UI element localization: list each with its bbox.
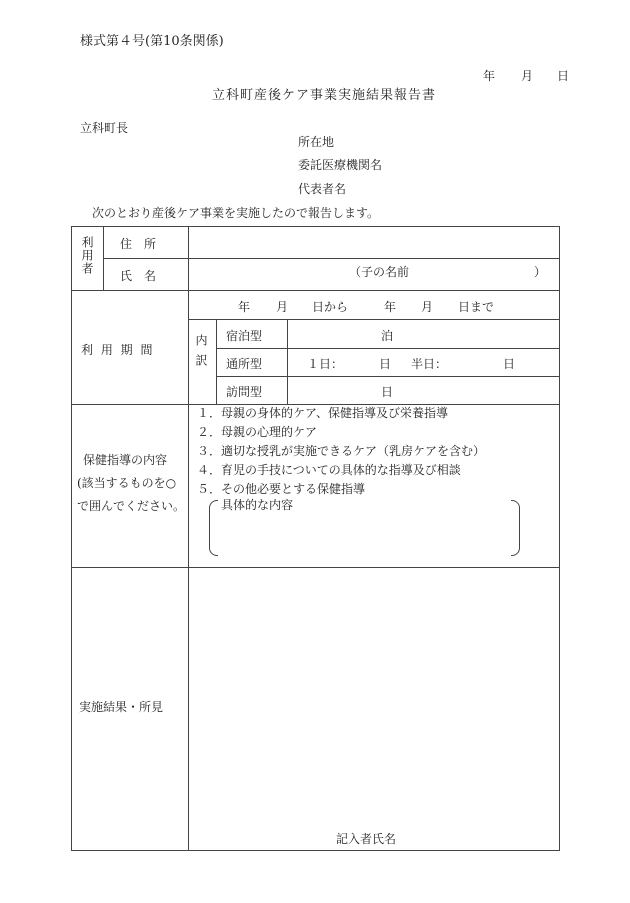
guidance-item-4: ４．育児の手技についての具体的な指導及び相談	[197, 463, 461, 477]
sender-address-label: 所在地	[298, 135, 335, 149]
breakdown-label: 内訳	[194, 334, 208, 374]
report-form-table	[71, 226, 560, 851]
period-start-year: 年	[238, 300, 251, 314]
half-day-unit: 日	[503, 357, 516, 371]
name-label: 氏 名	[120, 269, 157, 283]
guidance-item-1: １．母親の身体的ケア、保健指導及び栄養指導	[197, 406, 449, 420]
guidance-label-line-2: (該当するものを○	[77, 476, 177, 490]
stay-type-label: 宿泊型	[226, 329, 263, 343]
addressee: 立科町長	[80, 121, 129, 135]
usage-period-label: 利 用 期 間	[81, 343, 155, 357]
address-label: 住 所	[120, 237, 157, 251]
period-end-month: 月	[421, 300, 434, 314]
guidance-item-2: ２．母親の心理的ケア	[197, 425, 318, 439]
result-label: 実施結果・所見	[79, 700, 164, 714]
child-name-open: （子の名前	[349, 265, 410, 279]
period-start-month: 月	[276, 300, 289, 314]
guidance-item-5: ５．その他必要とする保健指導	[197, 482, 366, 496]
half-day-label: 半日：	[411, 357, 448, 371]
user-group-label: 利用者	[80, 236, 94, 275]
specific-content-label: 具体的な内容	[221, 498, 294, 512]
date-day-label: 日	[557, 69, 570, 83]
intro-text: 次のとおり産後ケア事業を実施したので報告します。	[92, 206, 380, 220]
period-end-day: 日まで	[458, 300, 495, 314]
full-day-unit: 日	[379, 357, 392, 371]
date-year-label: 年	[483, 69, 496, 83]
period-end-year: 年	[384, 300, 397, 314]
period-start-day: 日から	[312, 300, 349, 314]
stay-nights-unit: 泊	[381, 329, 394, 343]
specific-content-right-bracket	[511, 500, 520, 556]
guidance-label-line-3: で囲んでください。	[77, 499, 186, 513]
sender-representative-label: 代表者名	[298, 182, 347, 196]
guidance-label-line-1: 保健指導の内容	[83, 453, 168, 467]
date-month-label: 月	[521, 69, 534, 83]
child-name-close: ）	[534, 265, 547, 279]
sender-institution-label: 委託医療機関名	[298, 158, 383, 172]
page-title: 立科町産後ケア事業実施結果報告書	[212, 88, 437, 103]
full-day-label: １日：	[307, 357, 344, 371]
specific-content-left-bracket	[209, 500, 218, 556]
guidance-item-3: ３．適切な授乳が実施できるケア（乳房ケアを含む）	[197, 444, 486, 458]
visit-days-unit: 日	[381, 385, 394, 399]
recorder-name-label: 記入者氏名	[336, 832, 397, 846]
form-number: 様式第４号(第10条関係)	[80, 34, 224, 49]
visit-type-label: 訪問型	[226, 385, 263, 399]
daycare-type-label: 通所型	[226, 357, 263, 371]
